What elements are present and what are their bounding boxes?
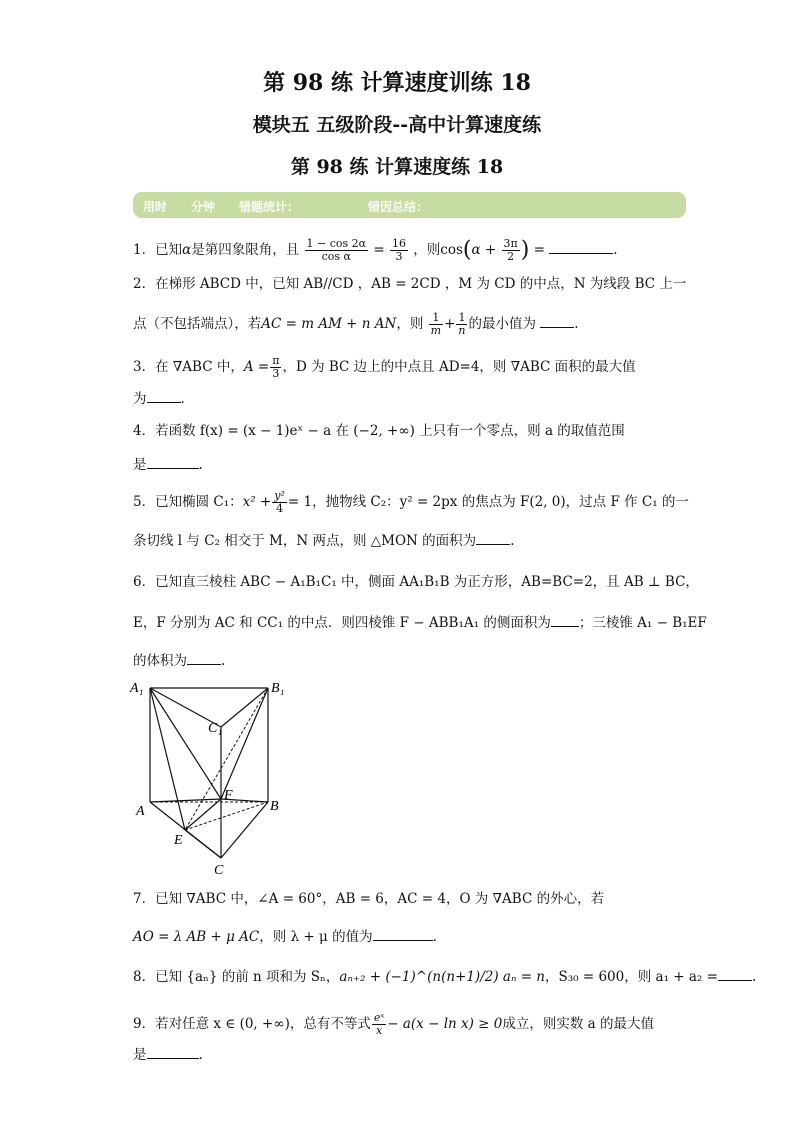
answer-blank: [187, 652, 221, 665]
prism-figure: [128, 676, 298, 886]
edge-b1-c1: [221, 688, 268, 727]
time-label: 用时: [143, 200, 168, 214]
label-e: E: [174, 833, 183, 848]
label-b: B: [270, 799, 279, 814]
question-7-line-2: AO = λ AB + μ AC，则 λ + μ 的值为 .: [133, 929, 437, 945]
question-7-line-1: 7．已知 ∇ABC 中，∠A = 60°，AB = 6，AC = 4，O 为 ∇ABC 的外心，若: [133, 891, 605, 907]
fraction: $\frac{1}{n}$: [458, 311, 466, 337]
hidden-edge-b1-e: [185, 688, 268, 830]
label-c: C: [214, 863, 224, 878]
fraction: $\frac{\text{y²}}{4}$: [274, 489, 285, 515]
fraction: $\frac{\text{eˣ}}{x}$: [373, 1011, 385, 1037]
error-reason-label: 错因总结：: [368, 200, 429, 214]
minutes-label: 分钟: [191, 200, 216, 214]
answer-blank: [373, 928, 433, 941]
question-4-line-1: 4．若函数 f(x) = (x − 1)eˣ − a 在 (−2, +∞) 上只有一个零点，则 a 的取值范围: [133, 423, 625, 439]
question-6-line-3: 的体积为 .: [133, 653, 226, 669]
label-f: F: [224, 788, 233, 803]
label-a: A: [136, 804, 145, 819]
label-b1: B₁: [271, 681, 285, 696]
section-subtitle: 第 98 练 计算速度练 18: [290, 156, 504, 178]
question-9-line-1: 9．若对任意 x ∈ (0, +∞)，总有不等式 $\frac{\text{eˣ}}{x}$ − a(x − ln x) ≥ 0成立，则实数 a 的最大值: [133, 1011, 654, 1037]
module-title: 模块五 五级阶段--高中计算速度练: [252, 114, 542, 136]
error-count-label: 错题统计：: [239, 200, 300, 214]
question-5-line-1: 5．已知椭圆 C₁：x² + $\frac{\text{y²}}{4}$ = 1，抛物线 C₂：y² = 2px 的焦点为 F(2, 0)，过点 F 作 C₁ 的一: [133, 489, 689, 515]
question-2-line-2: 点（不包括端点），若AC = m AM + n AN，则 $\frac{1}{m}$ + $\frac{1}{n}$ 的最小值为 .: [133, 311, 579, 337]
page-title: 第 98 练 计算速度训练 18: [263, 70, 531, 96]
answer-blank: [476, 532, 510, 545]
label-a1: A₁: [130, 681, 144, 696]
edge-e-c: [185, 830, 221, 858]
edge-e-f: [185, 799, 221, 830]
answer-blank: [718, 968, 752, 981]
question-6-line-1: 6．已知直三棱柱 ABC − A₁B₁C₁ 中，侧面 AA₁B₁B 为正方形，AB=BC=2，且 AB ⊥ BC，: [133, 574, 699, 590]
question-1: 1．已知α是第四象限角，且 $\frac{1 - \cos 2\alpha}{\text{cos α}}$ = $\frac{16}{3}$ ，则cos(α + $\frac{3\pi}{2}$ ) = .: [133, 237, 618, 263]
question-6-line-2: E，F 分别为 AC 和 CC₁ 的中点．则四棱锥 F − ABB₁A₁ 的侧面积为 ；三棱锥 A₁ − B₁EF: [133, 615, 707, 631]
question-3-line-2: 为 .: [133, 391, 185, 407]
question-8: 8．已知 {aₙ} 的前 n 项和为 Sₙ，aₙ₊₂ + (−1)^(n(n+1)/2) aₙ = n，S₃₀ = 600，则 a₁ + a₂ = .: [133, 969, 757, 985]
fraction: $\frac{1}{m}$: [430, 311, 442, 337]
question-2-line-1: 2．在梯形 ABCD 中，已知 AB//CD ，AB = 2CD ，M 为 CD 的中点，N 为线段 BC 上一: [133, 276, 687, 292]
answer-blank: [551, 614, 579, 627]
question-5-line-2: 条切线 l 与 C₂ 相交于 M，N 两点，则 △MON 的面积为 .: [133, 533, 515, 549]
question-4-line-2: 是 .: [133, 457, 203, 473]
label-c1: C₁: [208, 721, 223, 736]
fraction: $\frac{\pi}{3}$: [272, 354, 280, 380]
info-bar: [133, 192, 686, 218]
question-9-line-2: 是 .: [133, 1047, 203, 1063]
edge-b1-f: [221, 688, 268, 799]
answer-blank: [549, 241, 613, 254]
edge-a1-f: [150, 688, 221, 799]
edge-a1-e: [150, 688, 185, 830]
fraction: $\frac{1 - \cos 2\alpha}{\text{cos α}}$: [306, 237, 367, 263]
answer-blank: [147, 390, 181, 403]
answer-blank: [540, 315, 574, 328]
answer-blank: [147, 456, 199, 469]
question-3-line-1: 3．在 ∇ABC 中，A = $\frac{\pi}{3}$ ，D 为 BC 边上的中点且 AD=4，则 ∇ABC 面积的最大值: [133, 354, 636, 380]
answer-blank: [147, 1046, 199, 1059]
fraction: $\frac{3\pi}{2}$: [503, 237, 518, 263]
fraction: $\frac{16}{3}$: [391, 237, 406, 263]
